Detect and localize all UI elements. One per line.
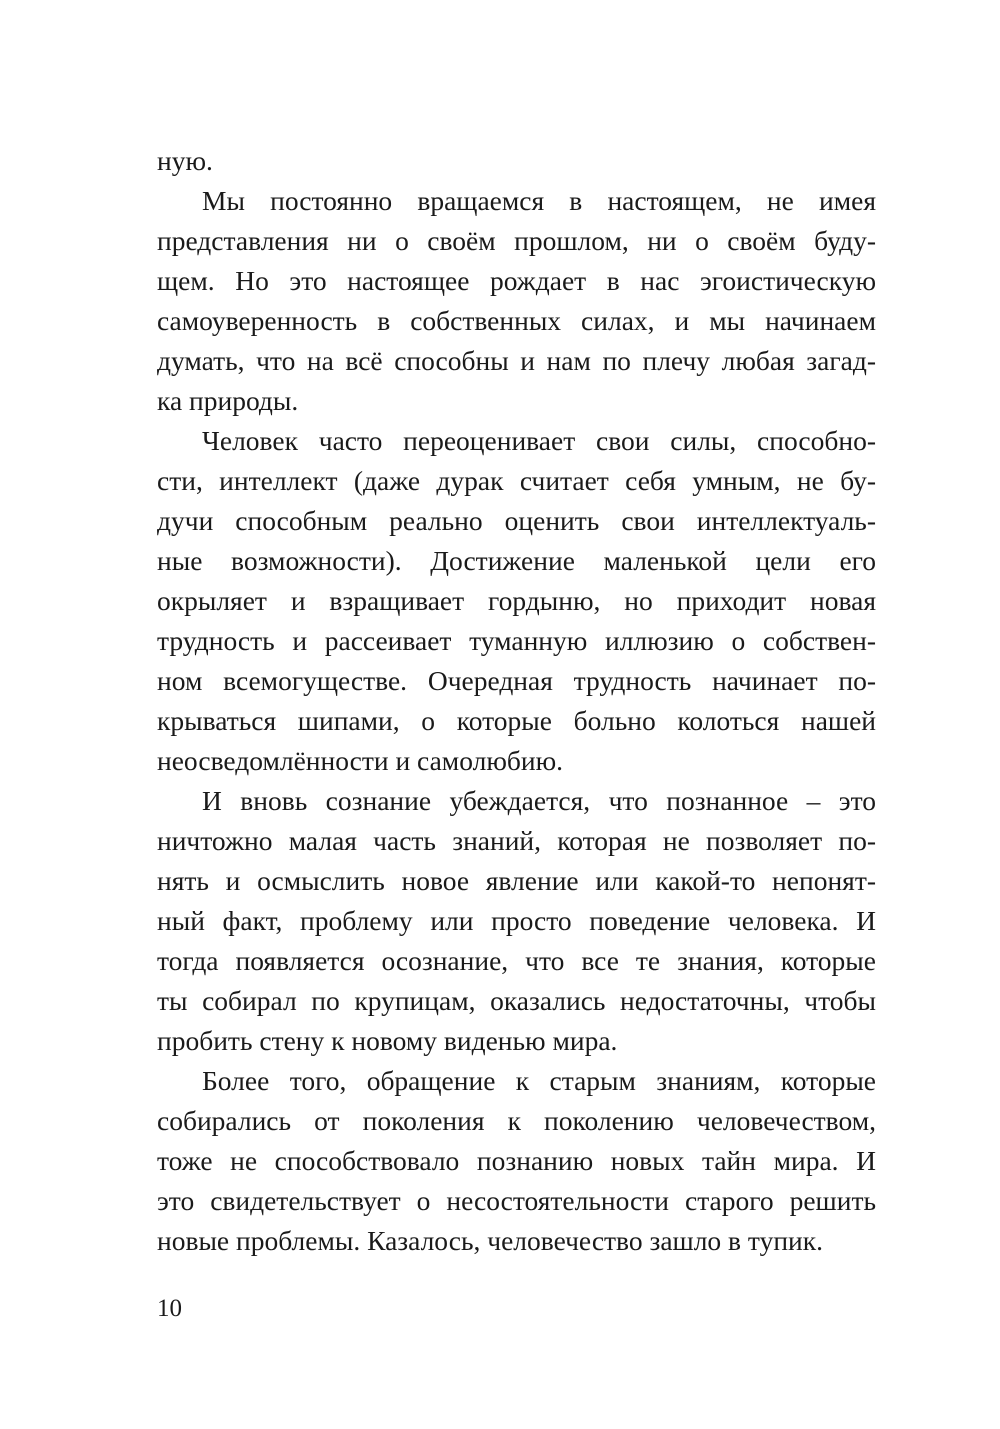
text-line: ный факт, проблему или просто поведение человека. И [157, 905, 876, 936]
text-line: тогда появляется осознание, что все те знания, которые [157, 945, 876, 976]
paragraph [157, 1061, 876, 1261]
text-line: Человек часто переоценивает свои силы, способно- [202, 425, 876, 456]
text-line: дучи способным реально оценить свои интеллектуаль- [157, 505, 876, 536]
page-text-body [157, 141, 876, 1261]
text-line: крываться шипами, о которые больно колоться нашей [157, 705, 876, 736]
text-line: Более того, обращение к старым знаниям, которые [202, 1065, 876, 1096]
text-line: ные возможности). Достижение маленькой цели его [157, 545, 876, 576]
text-line: ную. [157, 145, 213, 176]
page-number: 10 [157, 1295, 182, 1322]
text-line: самоуверенность в собственных силах, и мы начинаем [157, 305, 876, 336]
text-line: это свидетельствует о несостоятельности старого решить [157, 1185, 876, 1216]
paragraph [157, 141, 876, 181]
paragraph [157, 781, 876, 1061]
text-line: И вновь сознание убеждается, что познанное – это [202, 785, 876, 816]
text-line: новые проблемы. Казалось, человечество зашло в тупик. [157, 1225, 823, 1256]
text-line: ном всемогуществе. Очередная трудность начинает по- [157, 665, 876, 696]
text-line: окрыляет и взращивает гордыню, но приходит новая [157, 585, 876, 616]
paragraph [157, 181, 876, 421]
text-line: нять и осмыслить новое явление или какой-то непонят- [157, 865, 876, 896]
text-line: пробить стену к новому виденью мира. [157, 1025, 618, 1056]
text-line: тоже не способствовало познанию новых тайн мира. И [157, 1145, 876, 1176]
text-line: ничтожно малая часть знаний, которая не позволяет по- [157, 825, 876, 856]
text-line: ка природы. [157, 385, 299, 416]
text-line: сти, интеллект (даже дурак считает себя умным, не бу- [157, 465, 876, 496]
text-line: трудность и рассеивает туманную иллюзию о собствен- [157, 625, 876, 656]
text-line: ты собирал по крупицам, оказались недостаточны, чтобы [157, 985, 876, 1016]
text-line: Мы постоянно вращаемся в настоящем, не имея [202, 185, 876, 216]
text-line: собирались от поколения к поколению человечеством, [157, 1105, 876, 1136]
text-line: думать, что на всё способны и нам по плечу любая загад- [157, 345, 876, 376]
text-line: неосведомлённости и самолюбию. [157, 745, 563, 776]
paragraph [157, 421, 876, 781]
text-line: представления ни о своём прошлом, ни о своём буду- [157, 225, 876, 256]
text-line: щем. Но это настоящее рождает в нас эгоистическую [157, 265, 876, 296]
